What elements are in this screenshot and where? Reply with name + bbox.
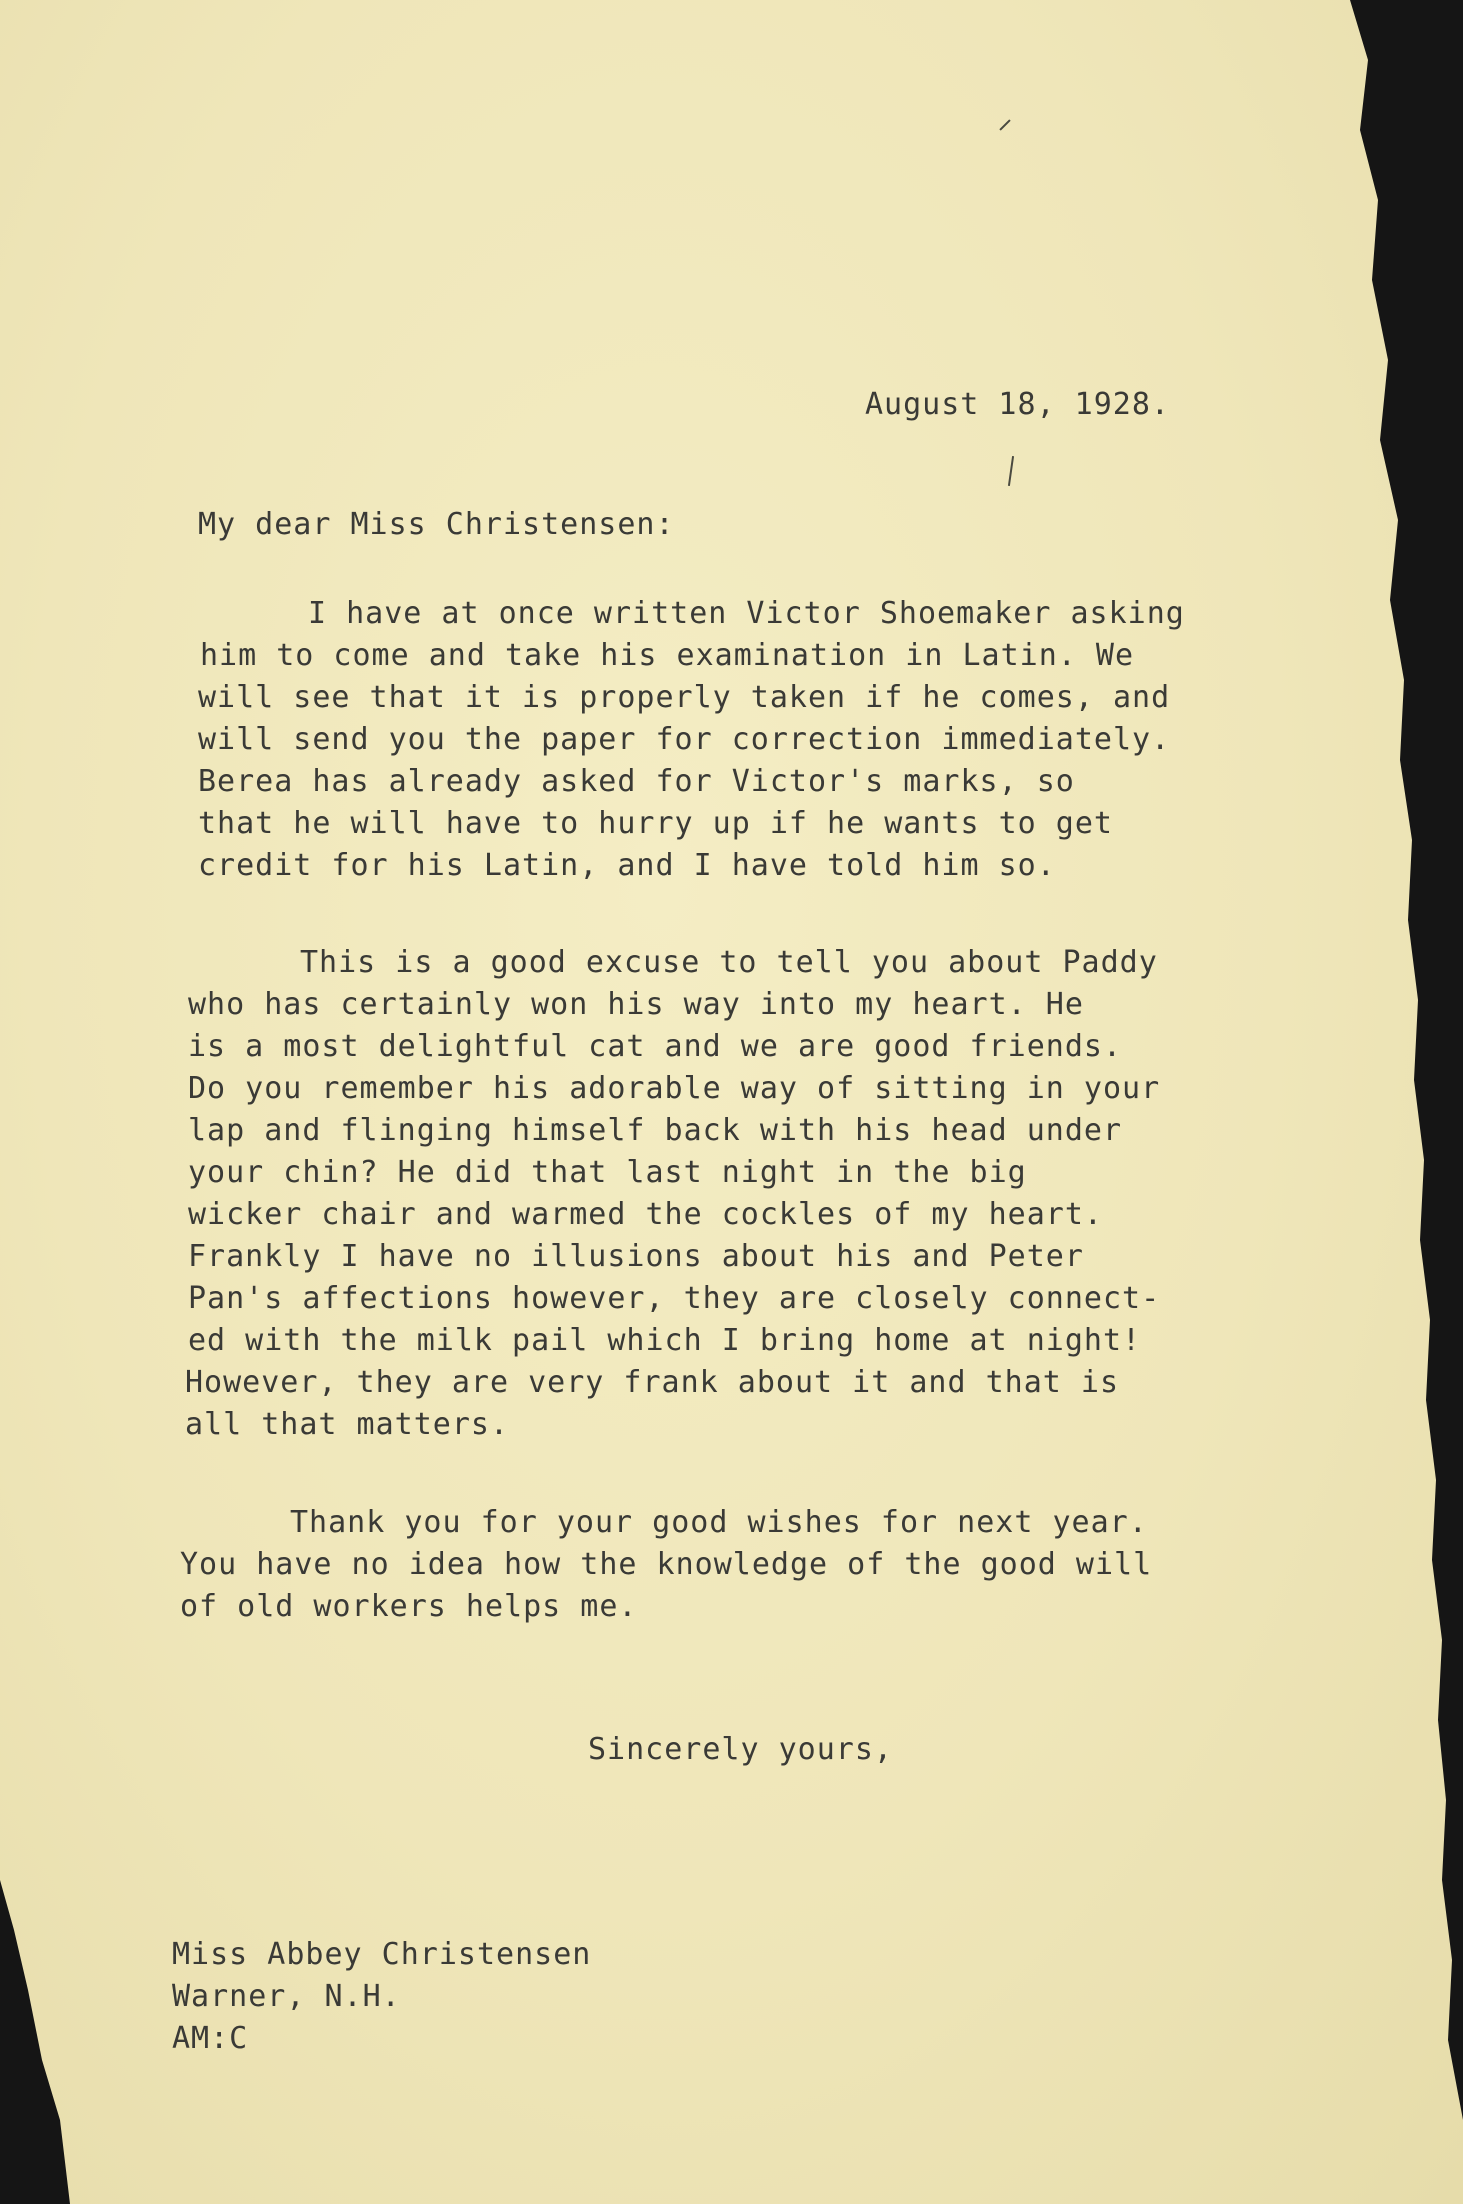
paragraph-line: all that matters.	[185, 1407, 510, 1442]
paragraph-line: This is a good excuse to tell you about Paddy	[300, 945, 1158, 980]
recipient-address: Warner, N.H.	[172, 1979, 401, 2014]
paragraph-line: Do you remember his adorable way of sitting in your	[188, 1071, 1161, 1106]
paragraph-line: of old workers helps me.	[180, 1589, 638, 1624]
paragraph-line: that he will have to hurry up if he wants to get	[198, 806, 1113, 841]
paragraph-line: Pan's affections however, they are closely connect-	[188, 1281, 1161, 1316]
paragraph-line: will send you the paper for correction immediately.	[198, 722, 1171, 757]
ink-mark	[999, 119, 1010, 130]
letter-closing: Sincerely yours,	[588, 1732, 893, 1767]
paragraph-line: him to come and take his examination in Latin. We	[200, 638, 1135, 673]
paragraph-line: Berea has already asked for Victor's marks, so	[198, 764, 1075, 799]
paragraph-line: Thank you for your good wishes for next year.	[290, 1505, 1148, 1540]
paragraph-line: ed with the milk pail which I bring home at night!	[188, 1323, 1142, 1358]
letter-date: August 18, 1928.	[865, 387, 1170, 422]
paragraph-line: wicker chair and warmed the cockles of my heart.	[188, 1197, 1103, 1232]
paragraph-line: I have at once written Victor Shoemaker asking	[308, 596, 1185, 631]
paragraph-line: your chin? He did that last night in the big	[188, 1155, 1027, 1190]
paragraph-line: lap and flinging himself back with his head under	[188, 1113, 1123, 1148]
ink-mark	[1008, 456, 1014, 486]
paragraph-line: will see that it is properly taken if he comes, and	[198, 680, 1171, 715]
paragraph-line: However, they are very frank about it and that is	[185, 1365, 1120, 1400]
paragraph-line: credit for his Latin, and I have told him so.	[198, 848, 1056, 883]
paragraph-line: is a most delightful cat and we are good friends.	[188, 1029, 1123, 1064]
recipient-name: Miss Abbey Christensen	[172, 1937, 592, 1972]
paragraph-line: who has certainly won his way into my heart. He	[188, 987, 1084, 1022]
paragraph-line: You have no idea how the knowledge of the good will	[180, 1547, 1153, 1582]
letter-salutation: My dear Miss Christensen:	[198, 507, 675, 542]
reference-initials: AM:C	[172, 2021, 249, 2056]
paragraph-line: Frankly I have no illusions about his and Peter	[188, 1239, 1084, 1274]
